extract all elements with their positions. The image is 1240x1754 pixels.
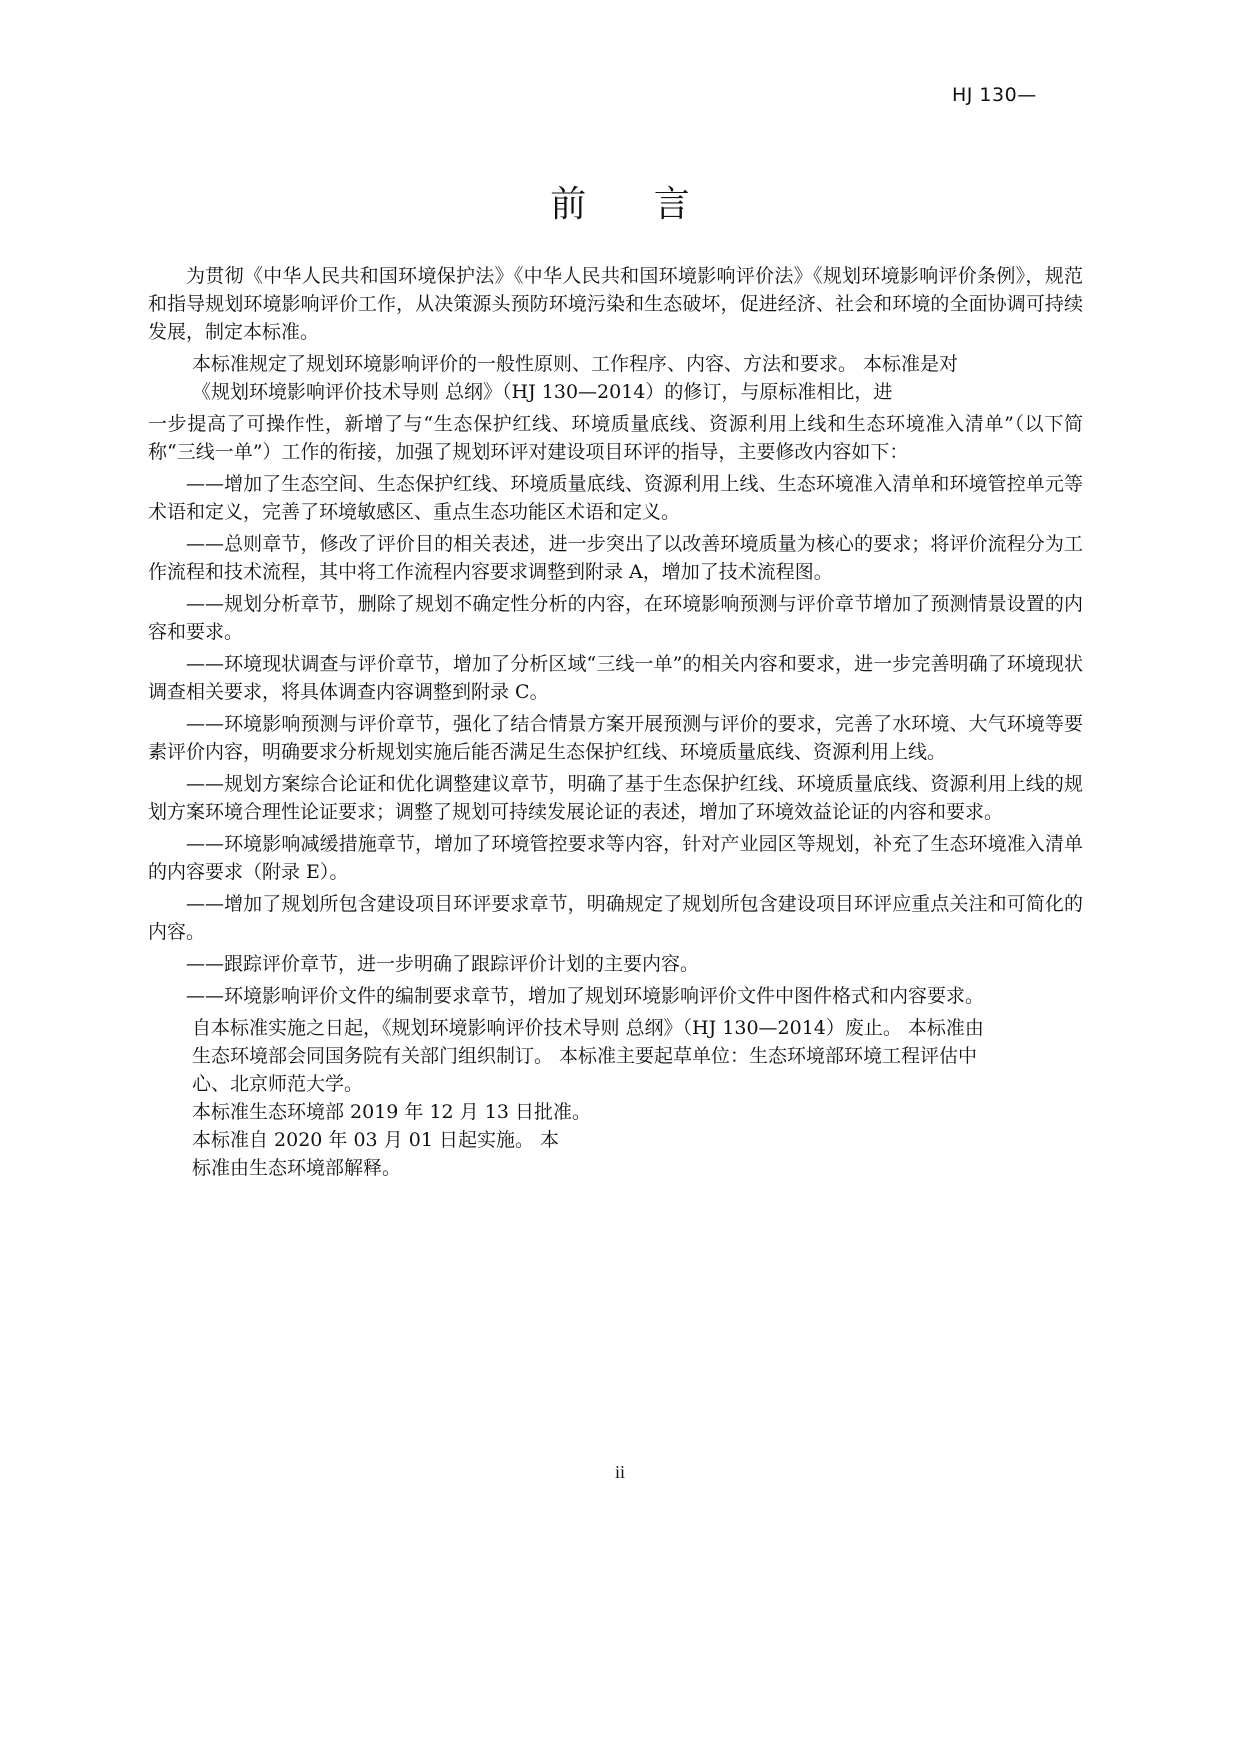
document-body: [148, 262, 1083, 1186]
interpretation-line: 标准由生态环境部解释。: [192, 1157, 402, 1179]
closing-line-2: 生态环境部会同国务院有关部门组织制订。 本标准主要起草单位：生态环境部环境工程评估中: [192, 1045, 978, 1067]
intro-paragraph: 为贯彻《中华人民共和国环境保护法》《中华人民共和国环境影响评价法》《规划环境影响评价条例》，规范和指导规划环境影响评价工作，从决策源头预防环境污染和生态破坏，促进经济、社会和环境的全面协调可持续发展，制定本标准。: [148, 265, 1083, 343]
effective-date-line: 本标准自 2020 年 03 月 01 日起实施。 本: [192, 1129, 559, 1151]
change-item-baseline-survey: ——环境现状调查与评价章节，增加了分析区域“三线一单”的相关内容和要求，进一步完善明确了环境现状调查相关要求，将具体调查内容调整到附录 C。: [148, 653, 1083, 703]
change-item-plan-optimization: ——规划方案综合论证和优化调整建议章节，明确了基于生态保护红线、环境质量底线、资源利用上线的规划方案环境合理性论证要求；调整了规划可持续发展论证的表述，增加了环境效益论证的内容和要求。: [148, 773, 1083, 823]
change-item-project-eia: ——增加了规划所包含建设项目环评要求章节，明确规定了规划所包含建设项目环评应重点关注和可简化的内容。: [148, 893, 1083, 943]
closing-line-3: 心、北京师范大学。: [192, 1073, 364, 1095]
change-item-follow-up: ——跟踪评价章节，进一步明确了跟踪评价计划的主要内容。: [186, 953, 700, 975]
revision-paragraph: [148, 350, 1083, 406]
change-item-terms: ——增加了生态空间、生态保护红线、环境质量底线、资源利用上线、生态环境准入清单和环境管控单元等术语和定义，完善了环境敏感区、重点生态功能区术语和定义。: [148, 473, 1083, 523]
standard-code-header: HJ 130—: [952, 84, 1037, 106]
change-item-plan-analysis: ——规划分析章节，删除了规划不确定性分析的内容，在环境影响预测与评价章节增加了预测情景设置的内容和要求。: [148, 593, 1083, 643]
page-title: 前 言: [550, 184, 718, 225]
change-item-mitigation: ——环境影响减缓措施章节，增加了环境管控要求等内容，针对产业园区等规划，补充了生态环境准入清单的内容要求（附录 E）。: [148, 833, 1083, 883]
revision-line-1: 本标准规定了规划环境影响评价的一般性原则、工作程序、内容、方法和要求。 本标准是对: [192, 353, 959, 375]
revision-paragraph-continued: 一步提高了可操作性，新增了与“生态保护红线、环境质量底线、资源利用上线和生态环境准入清单”（以下简称“三线一单”）工作的衔接，加强了规划环评对建设项目环评的指导，主要修改内容如下：: [148, 413, 1083, 463]
approval-date-line: 本标准生态环境部 2019 年 12 月 13 日批准。: [192, 1101, 591, 1123]
change-item-document-requirements: ——环境影响评价文件的编制要求章节，增加了规划环境影响评价文件中图件格式和内容要求。: [186, 985, 985, 1007]
change-item-general: ——总则章节，修改了评价目的相关表述，进一步突出了以改善环境质量为核心的要求；将评价流程分为工作流程和技术流程，其中将工作流程内容要求调整到附录 A，增加了技术流程图。: [148, 533, 1083, 583]
page-number: ii: [614, 1462, 625, 1482]
closing-line-1: 自本标准实施之日起，《规划环境影响评价技术导则 总纲》（HJ 130—2014）废止。 本标准由: [192, 1017, 984, 1039]
change-item-impact-prediction: ——环境影响预测与评价章节，强化了结合情景方案开展预测与评价的要求，完善了水环境、大气环境等要素评价内容，明确要求分析规划实施后能否满足生态保护红线、环境质量底线、资源利用上线。: [148, 713, 1083, 763]
closing-statements: [148, 1014, 1083, 1182]
revision-line-2: 《规划环境影响评价技术导则 总纲》（HJ 130—2014）的修订，与原标准相比，进: [192, 381, 893, 403]
